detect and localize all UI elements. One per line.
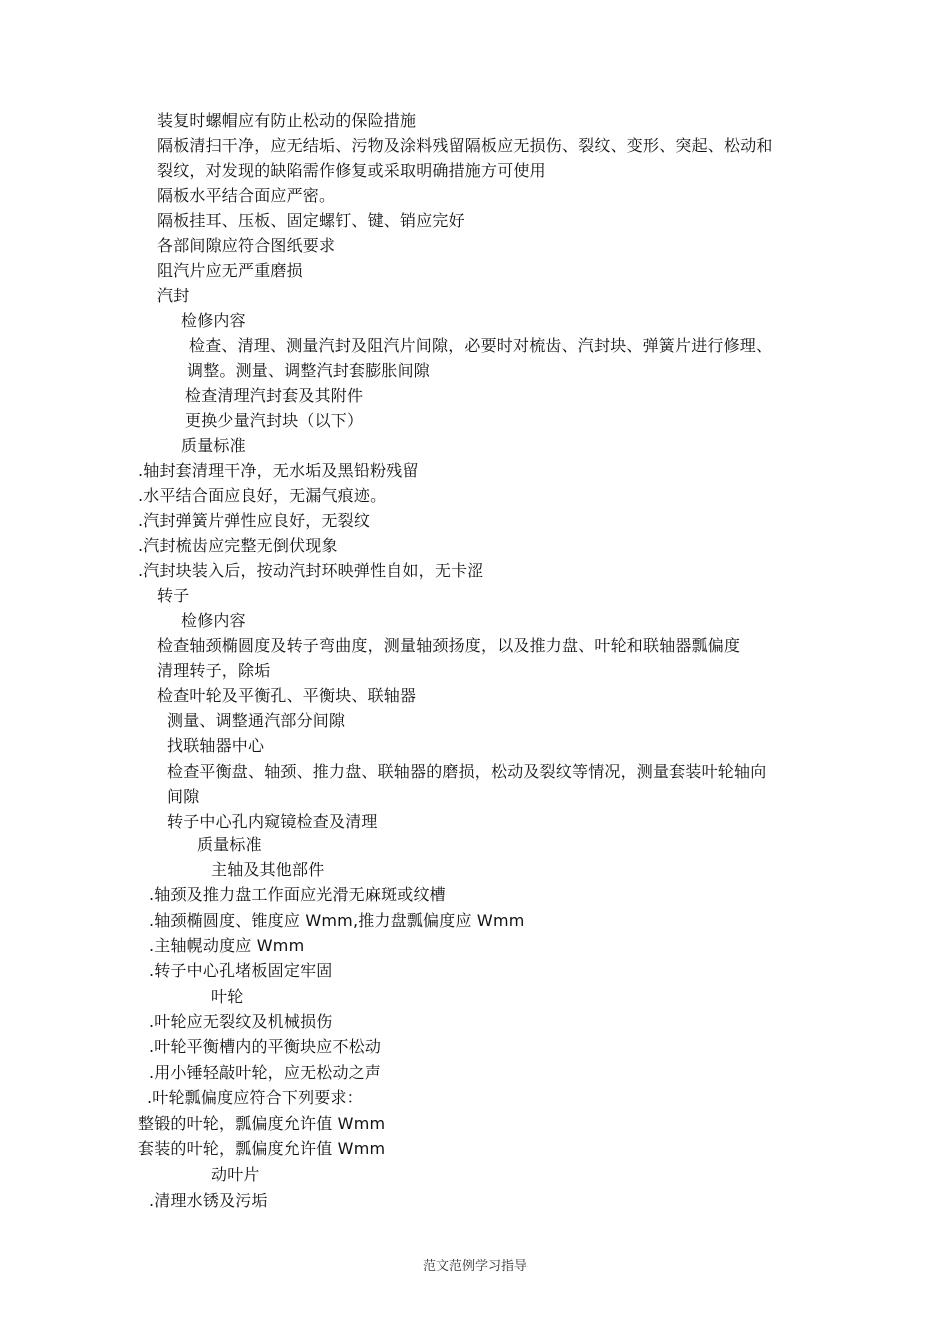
text-line: 装复时螺帽应有防止松动的保险措施 — [157, 111, 417, 130]
text-line: 更换少量汽封块（以下） — [185, 411, 364, 430]
subsection-heading: 质量标准 — [181, 436, 246, 455]
text-line: 阻汽片应无严重磨损 — [157, 261, 303, 280]
text-line: 找联轴器中心 — [167, 736, 265, 755]
text-line: 隔板挂耳、压板、固定螺钉、键、销应完好 — [157, 211, 465, 230]
text-line: .清理水锈及污垢 — [149, 1191, 268, 1210]
text-line: .叶轮平衡槽内的平衡块应不松动 — [149, 1037, 382, 1056]
subsection-heading: 动叶片 — [211, 1165, 260, 1184]
text-line: 检查轴颈椭圆度及转子弯曲度，测量轴颈扬度，以及推力盘、叶轮和联轴器瓢偏度 — [157, 636, 741, 655]
text-line: .轴颈及推力盘工作面应光滑无麻斑或纹槽 — [149, 885, 446, 904]
text-line: 检查、清理、测量汽封及阻汽片间隙，必要时对梳齿、汽封块、弹簧片进行修理、 — [189, 336, 773, 355]
section-heading: 转子 — [157, 586, 190, 605]
section-heading: 汽封 — [157, 286, 190, 305]
text-line: .轴封套清理干净，无水垢及黑铅粉残留 — [138, 461, 419, 480]
text-line: 转子中心孔内窥镜检查及清理 — [167, 812, 378, 831]
text-line: 隔板水平结合面应严密。 — [157, 186, 336, 205]
text-line: .轴颈椭圆度、锥度应 Wmm,推力盘瓢偏度应 Wmm — [149, 911, 525, 930]
text-line: .叶轮瓢偏度应符合下列要求： — [147, 1088, 363, 1107]
text-line: 间隙 — [167, 787, 200, 806]
text-line: 测量、调整通汽部分间隙 — [167, 711, 346, 730]
subsection-heading: 质量标准 — [197, 835, 262, 854]
text-line: 检查平衡盘、轴颈、推力盘、联轴器的磨损，松动及裂纹等情况，测量套装叶轮轴向 — [167, 762, 767, 781]
subsection-heading: 主轴及其他部件 — [211, 860, 325, 879]
text-line: .水平结合面应良好，无漏气痕迹。 — [138, 486, 387, 505]
text-line: 检查叶轮及平衡孔、平衡块、联轴器 — [157, 686, 417, 705]
text-line: 清理转子，除垢 — [157, 661, 271, 680]
page-footer: 范文范例学习指导 — [422, 1259, 527, 1274]
text-line: 套装的叶轮，瓢偏度允许值 Wmm — [138, 1139, 386, 1158]
text-line: .汽封弹簧片弹性应良好，无裂纹 — [138, 511, 371, 530]
text-line: 各部间隙应符合图纸要求 — [157, 236, 336, 255]
text-line: 裂纹，对发现的缺陷需作修复或采取明确措施方可使用 — [157, 161, 546, 180]
subsection-heading: 叶轮 — [211, 987, 244, 1006]
text-line: .用小锤轻敲叶轮，应无松动之声 — [149, 1063, 382, 1082]
text-line: 隔板清扫干净，应无结垢、污物及涂料残留隔板应无损伤、裂纹、变形、突起、松动和 — [157, 136, 773, 155]
text-line: .主轴幌动度应 Wmm — [149, 936, 305, 955]
subsection-heading: 检修内容 — [181, 311, 246, 330]
text-line: .汽封梳齿应完整无倒伏现象 — [138, 536, 338, 555]
text-line: .叶轮应无裂纹及机械损伤 — [149, 1012, 333, 1031]
subsection-heading: 检修内容 — [181, 611, 246, 630]
text-line: .转子中心孔堵板固定牢固 — [149, 961, 333, 980]
text-line: 调整。测量、调整汽封套膨胀间隙 — [187, 361, 431, 380]
text-line: 整锻的叶轮，瓢偏度允许值 Wmm — [138, 1114, 386, 1133]
text-line: 检查清理汽封套及其附件 — [185, 386, 364, 405]
text-line: .汽封块装入后，按动汽封环映弹性自如，无卡涩 — [138, 561, 484, 580]
